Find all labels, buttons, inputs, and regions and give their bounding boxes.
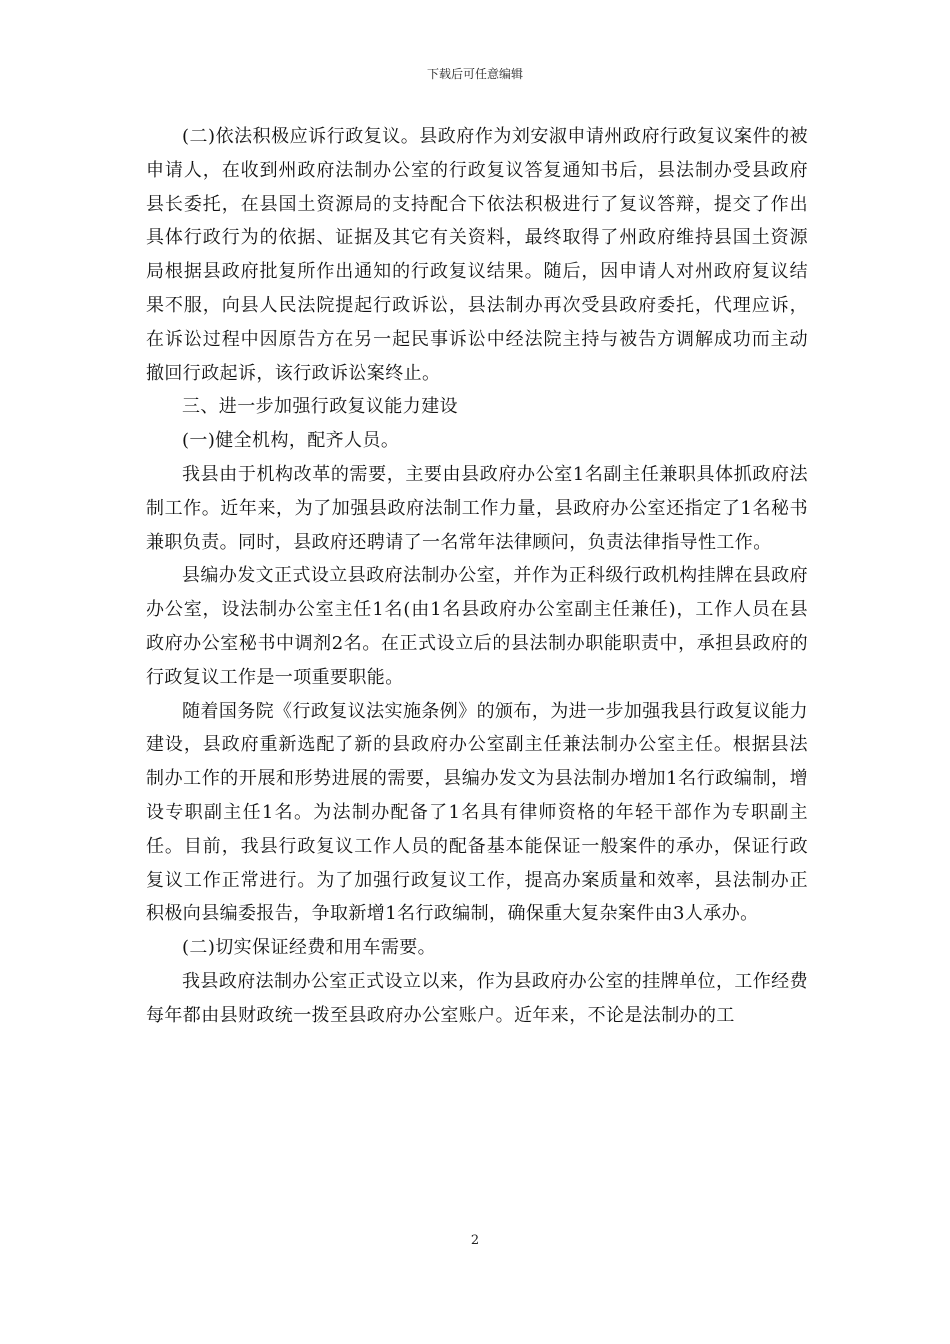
- paragraph-funding: 我县政府法制办公室正式设立以来，作为县政府办公室的挂牌单位，工作经费每年都由县财政统一拨至县政府办公室账户。近年来，不论是法制办的工: [146, 970, 808, 1026]
- document-body: [146, 120, 808, 1033]
- paragraph-administrative-response: (二)依法积极应诉行政复议。县政府作为刘安淑申请州政府行政复议案件的被申请人，在收到州政府法制办公室的行政复议答复通知书后，县法制办受县政府县长委托，在县国土资源局的支持配合下依法积极进行了复议答辩，提交了作出具体行政行为的依据、证据及其它有关资料，最终取得了州政府维持县国土资源局根据县政府批复所作出通知的行政复议结果。随后，因申请人对州政府复议结果不服，向县人民法院提起行政诉讼，县法制办再次受县政府委托，代理应诉，在诉讼过程中因原告方在另一起民事诉讼中经法院主持与被告方调解成功而主动撤回行政起诉，该行政诉讼案终止。: [146, 126, 808, 384]
- subheading-institutions-staff: (一)健全机构，配齐人员。: [182, 430, 400, 452]
- paragraph-institutional-reform: 我县由于机构改革的需要，主要由县政府办公室1名副主任兼职具体抓政府法制工作。近年来，为了加强县政府法制工作力量，县政府办公室还指定了1名秘书兼职负责。同时，县政府还聘请了一名常年法律顾问，负责法律指导性工作。: [146, 463, 808, 553]
- page-header: 下载后可任意编辑: [426, 67, 523, 81]
- paragraph-regulations-staffing: 随着国务院《行政复议法实施条例》的颁布，为进一步加强我县行政复议能力建设，县政府重新选配了新的县政府办公室副主任兼法制办公室主任。根据县法制办工作的开展和形势进展的需要，县编办发文为县法制办增加1名行政编制，增设专职副主任1名。为法制办配备了1名具有律师资格的年轻干部作为专职副主任。目前，我县行政复议工作人员的配备基本能保证一般案件的承办，保证行政复议工作正常进行。为了加强行政复议工作，提高办案质量和效率，县法制办正积极向县编委报告，争取新增1名行政编制，确保重大复杂案件由3人承办。: [146, 700, 808, 925]
- paragraph-legal-office-setup: 县编办发文正式设立县政府法制办公室，并作为正科级行政机构挂牌在县政府办公室，设法制办公室主任1名(由1名县政府办公室副主任兼任)，工作人员在县政府办公室秘书中调剂2名。在正式设立后的县法制办职能职责中，承担县政府的行政复议工作是一项重要职能。: [146, 565, 808, 688]
- section-heading-capacity-building: 三、进一步加强行政复议能力建设: [182, 396, 458, 418]
- subheading-funding-vehicles: (二)切实保证经费和用车需要。: [182, 937, 437, 959]
- page-number: 2: [470, 1233, 480, 1248]
